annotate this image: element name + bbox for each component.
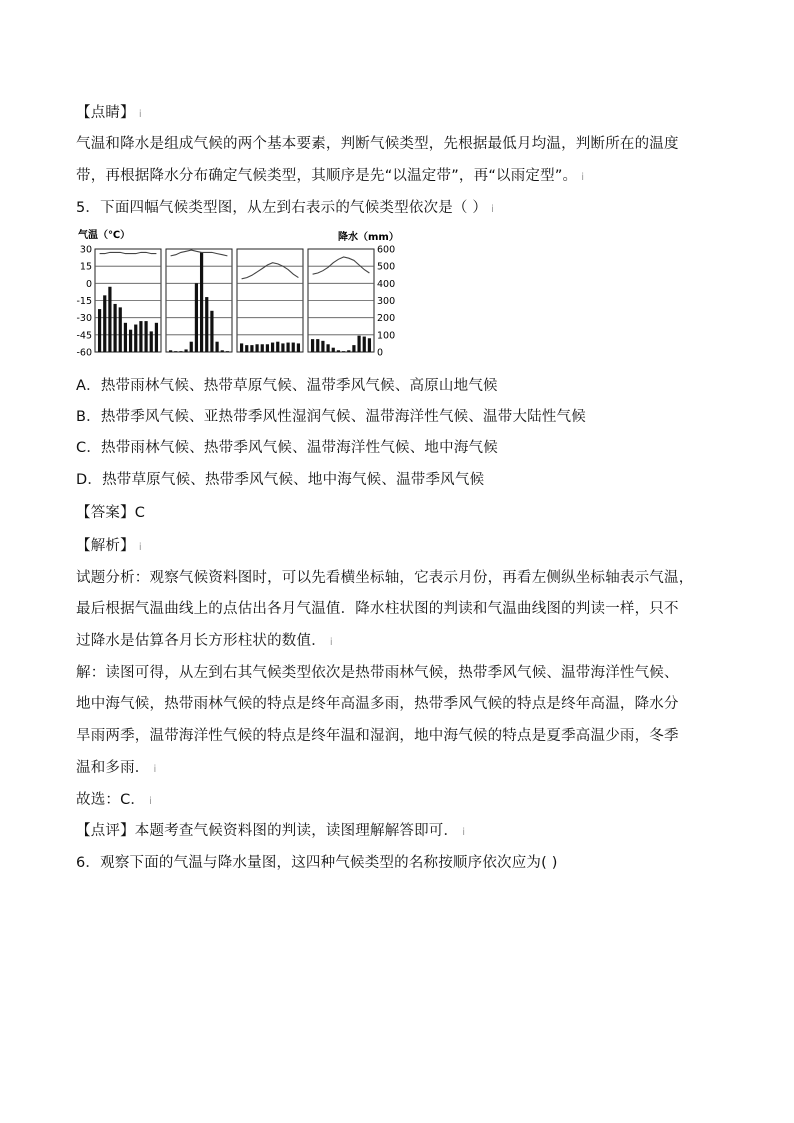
precip-bar — [195, 283, 198, 352]
precip-tick-label: 600 — [377, 244, 396, 256]
precip-tick-label: 0 — [377, 347, 384, 359]
choice-line: 故选：C． ⅰ — [76, 792, 153, 808]
temp-tick-label: -15 — [76, 296, 92, 307]
precip-bar — [297, 343, 300, 352]
precip-bar — [332, 348, 335, 352]
precip-bar — [205, 297, 208, 352]
precip-bar — [266, 344, 269, 352]
precip-bar — [245, 345, 248, 352]
precip-bar — [250, 345, 253, 352]
temp-tick-label: 0 — [85, 278, 92, 290]
precip-bar — [255, 344, 258, 352]
precip-bar — [103, 295, 106, 352]
temp-tick-label: 30 — [79, 244, 92, 256]
precip-bar — [363, 337, 366, 352]
precip-bar — [210, 311, 213, 352]
precip-bar — [129, 330, 132, 352]
precip-bar — [179, 351, 182, 352]
option-b: B．热带季风气候、亚热带季风性湿润气候、温带海洋性气候、温带大陆性气候 — [76, 409, 586, 425]
temperature-curve — [100, 252, 157, 253]
precip-tick-label: 100 — [377, 330, 396, 342]
analysis-header: 【解析】 ⅰ — [76, 538, 142, 554]
precip-bar — [337, 350, 340, 352]
precip-tick-label: 500 — [377, 261, 396, 273]
precip-bar — [139, 321, 142, 352]
option-c: C．热带雨林气候、热带季风气候、温带海洋性气候、地中海气候 — [76, 440, 498, 456]
temperature-curves — [100, 250, 370, 279]
precip-tick-label: 300 — [377, 296, 396, 307]
precip-bar — [311, 339, 314, 352]
question-5-stem: 5．下面四幅气候类型图，从左到右表示的气候类型依次是（ ） ⅰ — [76, 200, 495, 216]
precip-bar — [150, 331, 153, 352]
precip-bar — [271, 343, 274, 352]
precip-bar — [174, 351, 177, 352]
temp-tick-label: -45 — [76, 330, 92, 342]
precip-bar — [321, 341, 324, 352]
precip-bar — [98, 309, 101, 352]
precip-bar — [342, 351, 345, 352]
precip-bar — [281, 343, 284, 352]
precip-bar — [184, 349, 187, 352]
precip-bar — [226, 351, 229, 352]
temperature-curve — [242, 263, 299, 279]
precipitation-bars — [98, 252, 371, 352]
precip-bar — [200, 252, 203, 352]
precip-bar — [155, 323, 158, 352]
precip-bar — [108, 287, 111, 352]
precip-bar — [190, 342, 193, 352]
precip-bar — [113, 304, 116, 352]
solution-line: 解：读图可得，从左到右其气候类型依次是热带雨林气候，热带季风气候、温带海洋性气候、 — [76, 665, 679, 681]
section-header-dianjing: 【点睛】 ⅰ — [76, 105, 142, 121]
precip-bar — [286, 343, 289, 352]
precip-bar — [134, 325, 137, 352]
precip-bar — [261, 344, 264, 352]
precip-bar — [352, 345, 355, 352]
precip-bar — [124, 323, 127, 352]
option-a: A．热带雨林气候、热带草原气候、温带季风气候、高原山地气候 — [76, 378, 498, 394]
analysis-line: 试题分析：观察气候资料图时，可以先看横坐标轴，它表示月份，再看左侧纵坐标轴表示气温， — [76, 570, 694, 586]
precip-bar — [119, 307, 122, 352]
analysis-line: 过降水是估算各月长方形柱状的数值． ⅰ — [76, 633, 333, 649]
temperature-axis-label: 气温（℃） — [78, 230, 131, 241]
temp-tick-label: -60 — [76, 347, 92, 359]
temperature-curve — [313, 257, 370, 274]
answer-line: 【答案】C — [76, 505, 146, 521]
precip-bar — [169, 350, 172, 352]
chart-gridlines — [95, 266, 374, 335]
precip-bar — [368, 338, 371, 352]
precip-tick-label: 200 — [377, 313, 396, 325]
temperature-curve — [171, 250, 228, 256]
option-d: D．热带草原气候、热带季风气候、地中海气候、温带季风气候 — [76, 472, 485, 488]
solution-line: 温和多雨． ⅰ — [76, 760, 157, 776]
paragraph-line: 带，再根据降水分布确定气候类型，其顺序是先“以温定带”，再“以雨定型”。 ⅰ — [76, 168, 585, 184]
precip-bar — [215, 342, 218, 352]
solution-line: 旱雨两季，温带海洋性气候的特点是终年温和湿润，地中海气候的特点是夏季高温少雨，冬季 — [76, 728, 679, 744]
precip-bar — [240, 343, 243, 352]
precip-bar — [276, 342, 279, 352]
temp-tick-label: -30 — [76, 313, 92, 325]
precip-tick-label: 400 — [377, 278, 396, 290]
precip-bar — [292, 343, 295, 352]
precip-bar — [144, 321, 147, 352]
precipitation-axis-label: 降水（mm） — [338, 232, 399, 243]
precip-bar — [326, 344, 329, 352]
analysis-line: 最后根据气温曲线上的点估出各月气温值．降水柱状图的判读和气温曲线图的判读一样，只不 — [76, 601, 679, 617]
climate-charts-figure — [76, 227, 406, 359]
precip-bar — [221, 350, 224, 352]
precip-bar — [316, 339, 319, 352]
precip-bar — [357, 336, 360, 352]
temp-tick-label: 15 — [79, 261, 92, 273]
precip-bar — [347, 350, 350, 352]
comment-line: 【点评】本题考查气候资料图的判读，读图理解解答即可． ⅰ — [76, 823, 466, 839]
paragraph-line: 气温和降水是组成气候的两个基本要素，判断气候类型，先根据最低月均温，判断所在的温度 — [76, 136, 679, 152]
question-6-stem: 6．观察下面的气温与降水量图，这四种气候类型的名称按顺序依次应为( ) — [76, 855, 558, 871]
solution-line: 地中海气候，热带雨林气候的特点是终年高温多雨，热带季风气候的特点是终年高温，降水分 — [76, 696, 679, 712]
